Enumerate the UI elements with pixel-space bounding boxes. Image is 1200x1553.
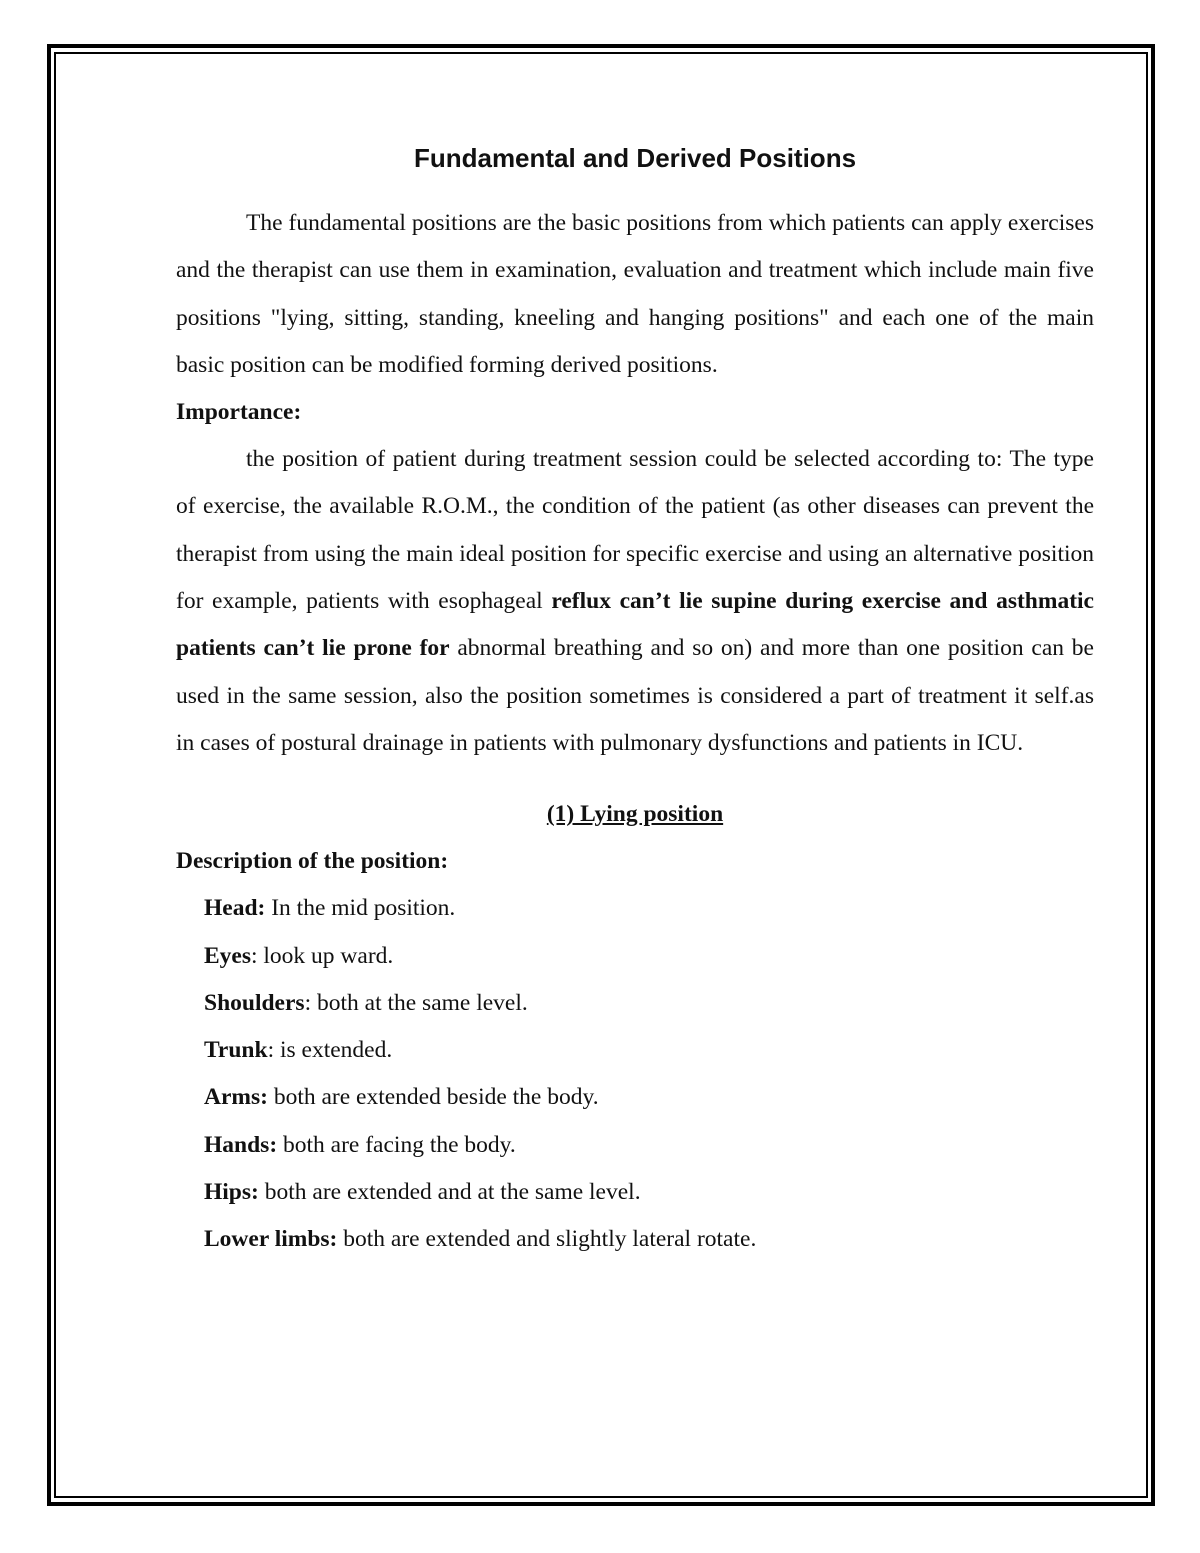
list-item-arms [176, 1074, 1094, 1121]
list-item-label: Hips: [204, 1179, 259, 1206]
list-item-hips [176, 1169, 1094, 1216]
list-item-text: both are facing the body. [277, 1131, 516, 1158]
document-body [176, 138, 1094, 1264]
list-item-text: : both at the same level. [304, 989, 528, 1016]
list-item-shoulders [176, 980, 1094, 1027]
page-title: Fundamental and Derived Positions [413, 143, 857, 173]
list-item-label: Arms: [204, 1084, 268, 1111]
list-item-label: Shoulders [204, 989, 305, 1016]
description-heading: Description of the position: [176, 848, 449, 875]
list-item-label: Trunk [204, 1037, 268, 1064]
list-item-text: In the mid position. [265, 895, 456, 922]
importance-heading: Importance: [176, 399, 302, 426]
list-item-hands [176, 1122, 1094, 1169]
list-item-text: both are extended and slightly lateral rotate. [337, 1226, 757, 1253]
list-item-label: Head: [204, 895, 266, 922]
list-item-label: Eyes [204, 942, 251, 969]
importance-text-1: the position of patient during treatment session could be selected according to: The type of exercise, the available R.O.M., the condition of the patient (as other diseases can prevent the therapist from using the main ideal position for specific exercise and using an alternative position for example, patients with esophageal [176, 446, 1094, 615]
description-list [176, 885, 1094, 1263]
list-item-label: Lower limbs: [204, 1226, 338, 1253]
importance-paragraph [176, 436, 1094, 767]
list-item-head [176, 885, 1094, 932]
list-item-lower-limbs [176, 1216, 1094, 1263]
list-item-text: both are extended and at the same level. [258, 1179, 641, 1206]
list-item-text: both are extended beside the body. [267, 1084, 599, 1111]
section-heading-lying: (1) Lying position [546, 801, 724, 828]
list-item-eyes [176, 933, 1094, 980]
list-item-label: Hands: [204, 1131, 278, 1158]
intro-paragraph: The fundamental positions are the basic positions from which patients can apply exercises and the therapist can use them in examination, evaluation and treatment which include main five positions "lying, sitting, standing, kneeling and hanging positions" and each one of the main basic position can be modified forming derived positions. [176, 210, 1094, 378]
list-item-trunk [176, 1027, 1094, 1074]
list-item-text: : look up ward. [251, 942, 394, 969]
importance-text-bold: reflux can’t lie supine during exercise and asthmatic patients can’t lie prone for [176, 588, 1094, 662]
importance-text-2: abnormal breathing and so on) and more than one position can be used in the same session, also the position sometimes is considered a part of treatment it self.as in cases of postural drainage in patients with pulmonary dysfunctions and patients in ICU. [176, 635, 1094, 756]
list-item-text: : is extended. [267, 1037, 393, 1064]
